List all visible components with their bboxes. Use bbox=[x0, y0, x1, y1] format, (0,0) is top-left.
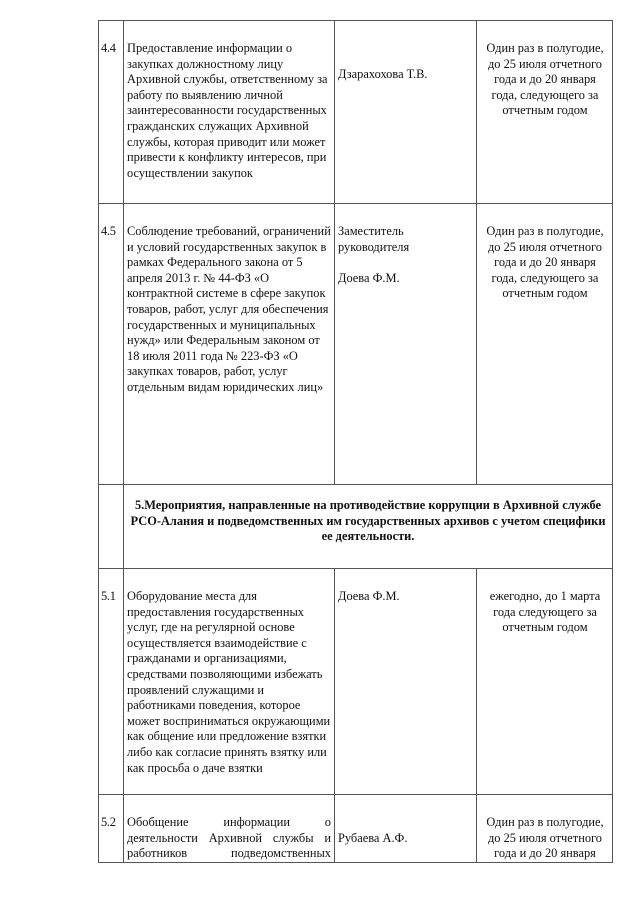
table-row bbox=[99, 795, 613, 863]
row-number: 5.2 bbox=[99, 795, 124, 863]
table-row bbox=[99, 204, 613, 485]
deadline: Один раз в полугодие, до 25 июля отчетного года и до 20 января года, следующего за отчетным годом bbox=[477, 204, 613, 485]
deadline: ежегодно, до 1 марта года следующего за отчетным годом bbox=[477, 569, 613, 795]
responsible-cell bbox=[335, 204, 477, 485]
measure-description: Предоставление информации о закупках должностному лицу Архивной службы, ответственному за работу по выявлению личной заинтересованности государственных гражданских служащих Архивной службы, которая приводит или может привести к конфликту интересов, при осуществлении закупок bbox=[124, 21, 335, 204]
row-number-empty bbox=[99, 485, 124, 569]
row-number: 4.5 bbox=[99, 204, 124, 485]
row-number: 4.4 bbox=[99, 21, 124, 204]
measure-description: Соблюдение требований, ограничений и условий государственных закупок в рамках Федерального закона от 5 апреля 2013 г. № 44-ФЗ «О контрактной системе в сфере закупок товаров, работ, услуг для обеспечения государственных и муниципальных нужд» или Федеральным законом от 18 июля 2011 года № 223-ФЗ «О закупках товаров, работ, услуг отдельным видам юридических лиц» bbox=[124, 204, 335, 485]
table-row bbox=[99, 569, 613, 795]
responsible-position: Заместитель руководителя bbox=[338, 224, 410, 254]
measure-description: Оборудование места для предоставления государственных услуг, где на регулярной основе осуществляется взаимодействие с гражданами и организациями, средствами позволяющими избежать проявлений служащими и работниками поведения, которое может восприниматься окружающими как общение или предложение взятки либо как согласие принять взятку или как просьба о даче взятки bbox=[124, 569, 335, 795]
deadline: Один раз в полугодие, до 25 июля отчетного года и до 20 января bbox=[477, 795, 613, 863]
measure-description: Обобщение информации о деятельности Архивной службы и работников подведомственных bbox=[124, 795, 335, 863]
table-row bbox=[99, 21, 613, 204]
responsible-person: Доева Ф.М. bbox=[335, 569, 477, 795]
responsible-person: Рубаева А.Ф. bbox=[335, 795, 477, 863]
row-number: 5.1 bbox=[99, 569, 124, 795]
responsible-person: Доева Ф.М. bbox=[338, 270, 400, 285]
section-header-row bbox=[99, 485, 613, 569]
section-title: 5.Мероприятия, направленные на противодействие коррупции в Архивной службе РСО-Алания и подведомственных им государственных архивов с учетом специфики ее деятельности. bbox=[124, 485, 613, 569]
measures-table bbox=[98, 20, 613, 863]
responsible-person: Дзарахохова Т.В. bbox=[335, 21, 477, 204]
deadline: Один раз в полугодие, до 25 июля отчетного года и до 20 января года, следующего за отчетным годом bbox=[477, 21, 613, 204]
